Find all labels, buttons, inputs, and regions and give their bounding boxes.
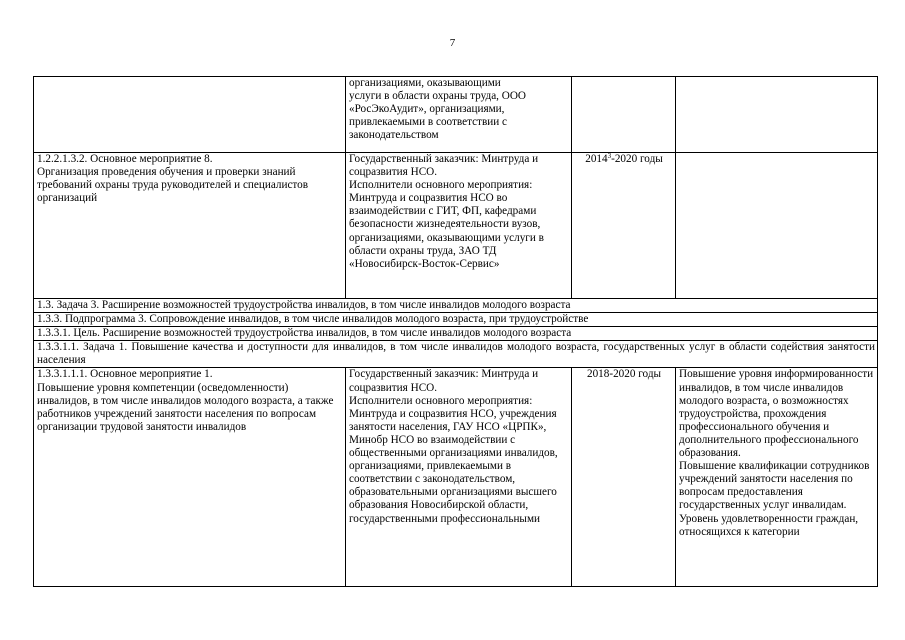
cell-result	[676, 77, 878, 153]
table-row-task-3	[34, 299, 878, 313]
program-table	[33, 76, 878, 587]
table-row-activity-8	[34, 153, 878, 299]
table-row-task-1	[34, 341, 878, 368]
cell-activity: 1.2.2.1.3.2. Основное мероприятие 8. Организация проведения обучения и проверки знаний требований охраны труда руководителей и специалистов организаций	[34, 153, 346, 299]
page-number: 7	[449, 37, 456, 49]
period-start: 2014	[585, 153, 608, 165]
cell-activity: 1.3.3.1.1.1. Основное мероприятие 1. Повышение уровня компетенции (осведомленности) инвалидов, в том числе инвалидов молодого возраста, а также работников учреждений занятости населения по вопросам организации трудовой занятости инвалидов	[34, 368, 346, 587]
table-row-continuation	[34, 77, 878, 153]
table-row-activity-1	[34, 368, 878, 587]
cell-period: 2018-2020 годы	[572, 368, 676, 587]
table-row-subprogram-3	[34, 313, 878, 327]
period-end: -2020 годы	[611, 153, 663, 165]
cell-executors: Государственный заказчик: Минтруда и соцразвития НСО. Исполнители основного мероприятия: Минтруда и соцразвития НСО во взаимодействии с ГИТ, ФП, кафедрами безопасности жизнедеятельности вузов, организациями, оказывающими услуги в области охраны труда, ЗАО ТД «Новосибирск-Восток-Сервис»	[346, 153, 572, 299]
cell-activity	[34, 77, 346, 153]
task-3-heading: 1.3. Задача 3. Расширение возможностей трудоустройства инвалидов, в том числе инвалидов молодого возраста	[34, 299, 878, 313]
cell-period	[572, 153, 676, 299]
table-row-goal	[34, 327, 878, 341]
goal-heading: 1.3.3.1. Цель. Расширение возможностей трудоустройства инвалидов, в том числе инвалидов молодого возраста	[34, 327, 878, 341]
cell-period	[572, 77, 676, 153]
task-1-heading: 1.3.3.1.1. Задача 1. Повышение качества и доступности для инвалидов, в том числе инвалидов молодого возраста, государственных услуг в области содействия занятости населения	[34, 341, 878, 368]
cell-result	[676, 153, 878, 299]
subprogram-3-heading: 1.3.3. Подпрограмма 3. Сопровождение инвалидов, в том числе инвалидов молодого возраста, при трудоустройстве	[34, 313, 878, 327]
cell-result: Повышение уровня информированности инвалидов, в том числе инвалидов молодого возраста, о возможностях трудоустройства, прохождения профессионального обучения и дополнительного профессионального образования. Повышение квалификации сотрудников учреждений занятости населения по вопросам предоставления государственных услуг инвалидам. Уровень удовлетворенности граждан, относящихся к категории	[676, 368, 878, 587]
footnote-mark: 3	[607, 152, 612, 160]
cell-executors: организациями, оказывающими услуги в области охраны труда, ООО «РосЭкоАудит», организациями, привлекаемыми в соответствии с законодательством	[346, 77, 572, 153]
cell-executors: Государственный заказчик: Минтруда и соцразвития НСО. Исполнители основного мероприятия: Минтруда и соцразвития НСО, учреждения занятости населения, ГАУ НСО «ЦРПК», Минобр НСО во взаимодействии с общественными организациями инвалидов, организациями, привлекаемыми в соответствии с законодательством, образовательными организациями высшего образования Новосибирской области, государственными профессиональными	[346, 368, 572, 587]
